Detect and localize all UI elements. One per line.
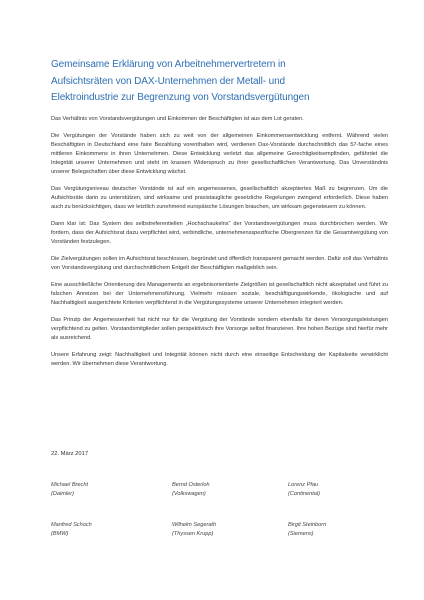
signatory-company: (Daimler) bbox=[51, 490, 74, 497]
paragraph: Das Prinzip der Angemessenheit hat nicht nur für die Vergütung der Vorstände sondern ebenfalls für deren Versorgungsleistungen verpflichtend zu gelten. Vorstandsmitglieder sollen perspektivisch ihre Vorsorge selbst finanzieren. Ihre hohen Bezüge sind hierfür mehr als ausreichend. bbox=[51, 317, 388, 341]
signatory-company: (BMW) bbox=[51, 530, 69, 537]
paragraph: Eine ausschließliche Orientierung des Managements an ergebnisorientierte Zielgrößen ist gesellschaftlich nicht akzeptabel und führt zu falschen Anreizen bei der Unternehmensführung. Vielmehr müssen soziale, beschäftigungswirkende, ökologische und auf Nachhaltigkeit ausgerichtete Kriterien verpflichtend in die Vergütungssysteme unserer Unternehmen integriert werden. bbox=[51, 282, 388, 306]
signatory-name: Manfred Schoch bbox=[51, 522, 92, 528]
signatory-name: Michael Brecht bbox=[51, 482, 88, 488]
paragraph: Die Vergütungen der Vorstände haben sich zu weit von der allgemeinen Einkommensentwicklung entfernt. Während vielen Beschäftigten in Deutschland eine faire Bezahlung vorenthalten wird, verdienen Dax-Vorstände durchschnittlich das 57-fache eines mittleren Einkommens in ihren Unternehmen. Diese Entwicklung verletzt das allgemeine Gerechtigkeitsempfinden, gefährdet die Integrität unserer Unternehmen und steht im krassen Widerspruch zu ihrer gesellschaftlichen Verantwortung. Das Unverständnis unserer Belegschaften über diese Entwicklung wächst. bbox=[51, 133, 388, 175]
signatory bbox=[172, 521, 216, 538]
document-date: 22. März 2017 bbox=[51, 451, 89, 457]
signatory-company: (Thyssen Krupp) bbox=[172, 530, 214, 537]
signatory-company: (Siemens) bbox=[288, 530, 314, 537]
signatory-name: Birgit Steinborn bbox=[288, 522, 327, 528]
signatory bbox=[288, 521, 326, 538]
paragraph: Dann klar ist: Das System des selbstreferentiellen „Hochschaukelns“ der Vorstandsvergütungen muss durchbrochen werden. Wir fordern, dass der Aufsichtsrat dazu verpflichtet wird, verbindliche, unternehmensspezifische Obergrenzen für die Gesamtvergütung von Vorständen festzulegen. bbox=[51, 220, 388, 245]
paragraph: Das Verhältnis von Vorstandsvergütungen und Einkommen der Beschäftigten ist aus dem Lot geraten. bbox=[51, 116, 304, 122]
signatory-name: Wilhelm Segerath bbox=[172, 522, 217, 528]
signatory bbox=[51, 481, 88, 498]
signatory-company: (Continental) bbox=[288, 490, 321, 497]
paragraph: Das Vergütungsniveau deutscher Vorstände ist auf ein angemessenes, gesellschaftlich akzeptiertes Maß zu begrenzen. Um die Aufsichtsräte darin zu unterstützen, sind wirksame und praxistaugliche gesetzliche Regelungen zwingend erforderlich. Diese haben auch zu berücksichtigen, dass wir letztlich zunehmend europäische Lösungen brauchen, um wirksam gegensteuern zu können. bbox=[51, 185, 388, 210]
document-title bbox=[51, 57, 391, 107]
signatory bbox=[51, 521, 92, 538]
signatory-company: (Volkswagen) bbox=[172, 490, 206, 497]
signatory-name: Bernd Osterloh bbox=[172, 482, 210, 488]
paragraph: Die Zielvergütungen sollen im Aufsichtsrat beschlossen, begründet und öffentlich transparent gemacht werden. Dafür soll das Verhältnis von Vorstandsvergütung und durchschnittlichem Entgelt der Beschäftigten maßgeblich sein. bbox=[51, 255, 388, 271]
signatory bbox=[288, 481, 320, 498]
signatory-name: Lorenz Pfau bbox=[288, 482, 319, 488]
document-body bbox=[51, 115, 388, 377]
signatory bbox=[172, 481, 210, 498]
paragraph: Unsere Erfahrung zeigt: Nachhaltigkeit und Integrität können nicht durch eine einseitige Entscheidung der Kapitalseite verwirklicht werden. Wir übernehmen diese Verantwortung. bbox=[51, 352, 388, 367]
title-line: Gemeinsame Erklärung von Arbeitnehmervertretern in bbox=[51, 59, 286, 70]
title-line: Elektroindustrie zur Begrenzung von Vorstandsvergütungen bbox=[51, 92, 310, 103]
title-line: Aufsichtsräten von DAX-Unternehmen der Metall- und bbox=[51, 75, 286, 87]
